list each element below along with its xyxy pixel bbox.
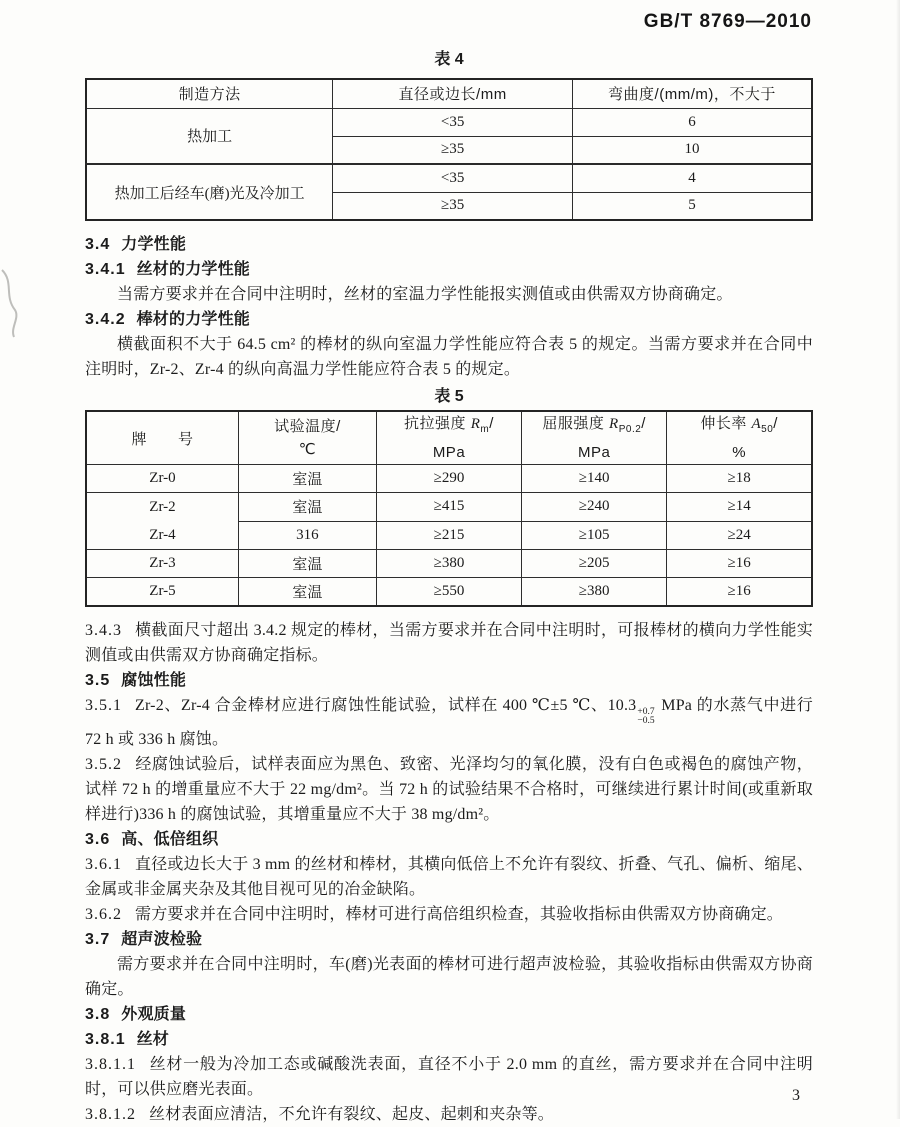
table-cell: 室温 bbox=[238, 493, 376, 522]
header-text: / bbox=[773, 415, 778, 432]
table-cell: ≥35 bbox=[333, 192, 573, 220]
paragraph-3-4-2: 横截面积不大于 64.5 cm² 的棒材的纵向室温力学性能应符合表 5 的规定。当需方要求并在合同中注明时，Zr-2、Zr-4 的纵向高温力学性能应符合表 5 的规定。 bbox=[85, 336, 813, 378]
table-cell: ≥380 bbox=[376, 550, 521, 578]
paragraph-3-7: 需方要求并在合同中注明时，车(磨)光表面的棒材可进行超声波检验，其验收指标由供需双方协商确定。 bbox=[85, 955, 813, 998]
page-content bbox=[85, 0, 813, 1127]
table5-caption: 表 5 bbox=[434, 388, 464, 405]
heading-title: 丝材的力学性能 bbox=[136, 261, 250, 278]
table5-header-grade: 牌 号 bbox=[86, 411, 238, 465]
table-cell: 室温 bbox=[238, 465, 376, 493]
paragraph-text: 横截面尺寸超出 3.4.2 规定的棒材，当需方要求并在合同中注明时，可报棒材的横向力学性能实测值或由供需双方协商确定指标。 bbox=[85, 621, 813, 664]
heading-3-4-1 bbox=[85, 257, 813, 282]
paragraph-3-4-1: 当需方要求并在合同中注明时，丝材的室温力学性能报实测值或由供需双方协商确定。 bbox=[117, 286, 733, 303]
table-cell: ≥105 bbox=[522, 521, 667, 550]
table5-header-row bbox=[86, 411, 812, 465]
table-row bbox=[86, 493, 812, 522]
table-row bbox=[86, 164, 812, 192]
heading-3-4-2 bbox=[85, 307, 813, 332]
header-unit: MPa bbox=[578, 444, 611, 461]
table-4 bbox=[85, 78, 813, 221]
clause-number: 3.8.1 bbox=[85, 1030, 126, 1048]
table-cell: ≥240 bbox=[522, 493, 667, 522]
table-row bbox=[86, 550, 812, 578]
clause-number: 3.4.3 bbox=[85, 621, 122, 639]
grade-line: Zr-4 bbox=[149, 527, 176, 543]
header-unit: % bbox=[732, 444, 747, 461]
paragraph-text: MPa 的水蒸气中进行 72 h 或 336 h 腐蚀。 bbox=[85, 696, 813, 748]
header-text: 屈服强度 bbox=[542, 415, 610, 432]
table-cell: 316 bbox=[238, 521, 376, 550]
heading-title: 棒材的力学性能 bbox=[136, 311, 250, 328]
heading-3-7 bbox=[85, 927, 813, 952]
paragraph-3-8-1-2 bbox=[85, 1102, 813, 1127]
scan-edge-shadow bbox=[896, 0, 900, 1119]
paragraph-text: 经腐蚀试验后，试样表面应为黑色、致密、光泽均匀的氧化膜，没有白色或褐色的腐蚀产物，试样 72 h 的增重量应不大于 22 mg/dm²。当 72 h 的试验结果不合格时，可继续进行累计时间(或重新取样进行)336 h 的腐蚀试验，其增重量应不大于 38 mg/dm²。 bbox=[85, 755, 813, 823]
paragraph-text: 需方要求并在合同中注明时，棒材可进行高倍组织检查，其验收指标由供需双方协商确定。 bbox=[135, 905, 784, 923]
section-3-4-block bbox=[85, 232, 813, 382]
heading-title: 外观质量 bbox=[121, 1005, 187, 1023]
clause-number: 3.8.1.1 bbox=[85, 1055, 136, 1073]
heading-title: 超声波检验 bbox=[121, 930, 203, 948]
heading-3-5 bbox=[85, 668, 813, 693]
table-cell: ≥550 bbox=[376, 578, 521, 606]
table5-header-tensile-strength bbox=[376, 411, 521, 465]
tolerance-lower: −0.5 bbox=[637, 716, 655, 726]
table4-header-bend: 弯曲度/(mm/m)，不大于 bbox=[572, 79, 812, 108]
table-cell: ≥415 bbox=[376, 493, 521, 522]
clause-number: 3.4.2 bbox=[85, 311, 126, 328]
table-5 bbox=[85, 410, 813, 607]
symbol-subscript: P0.2 bbox=[618, 424, 642, 435]
clause-number: 3.8 bbox=[85, 1005, 111, 1023]
table-row bbox=[86, 108, 812, 136]
clause-number: 3.6.1 bbox=[85, 855, 122, 873]
paragraph-3-6-2 bbox=[85, 902, 813, 927]
heading-3-8 bbox=[85, 1002, 813, 1027]
table-cell: ≥205 bbox=[522, 550, 667, 578]
clause-number: 3.5 bbox=[85, 671, 111, 689]
symbol-R: R bbox=[470, 416, 481, 432]
tolerance-upper: +0.7 bbox=[637, 706, 655, 717]
table4-header-method: 制造方法 bbox=[86, 79, 333, 108]
paragraph-text: 丝材表面应清洁，不允许有裂纹、起皮、起刺和夹杂等。 bbox=[149, 1105, 555, 1123]
table-cell: ≥380 bbox=[522, 578, 667, 606]
header-unit: MPa bbox=[432, 444, 466, 461]
table-cell: 室温 bbox=[238, 550, 376, 578]
symbol-A: A bbox=[751, 416, 762, 432]
table-cell: ≥35 bbox=[333, 136, 573, 164]
table-cell: 5 bbox=[572, 192, 812, 220]
table4-header-row bbox=[86, 79, 812, 108]
table-cell: ≥14 bbox=[667, 493, 812, 522]
table-cell: <35 bbox=[333, 108, 573, 136]
table4-method-cell: 热加工后经车(磨)光及冷加工 bbox=[86, 164, 333, 220]
table4-caption: 表 4 bbox=[434, 51, 464, 68]
table5-header-temperature bbox=[238, 411, 376, 465]
clause-number: 3.6 bbox=[85, 830, 111, 848]
standard-code: GB/T 8769—2010 bbox=[643, 11, 812, 32]
header-text: 伸长率 bbox=[700, 415, 752, 432]
header-line: 试验温度/ bbox=[274, 418, 341, 435]
table-cell: ≥16 bbox=[667, 550, 812, 578]
table4-method-cell: 热加工 bbox=[86, 108, 333, 164]
clause-number: 3.8.1.2 bbox=[85, 1105, 136, 1123]
symbol-subscript: m bbox=[480, 424, 490, 435]
header-line bbox=[377, 412, 521, 441]
clause-number: 3.6.2 bbox=[85, 905, 122, 923]
header-unit: ℃ bbox=[298, 441, 317, 458]
table-cell: ≥290 bbox=[376, 465, 521, 493]
heading-title: 高、低倍组织 bbox=[121, 830, 219, 848]
header-text: / bbox=[641, 415, 646, 432]
clause-number: 3.5.2 bbox=[85, 755, 122, 773]
table-cell: <35 bbox=[333, 164, 573, 192]
heading-3-4 bbox=[85, 232, 813, 257]
clause-number: 3.5.1 bbox=[85, 696, 122, 714]
lower-sections-block bbox=[85, 618, 813, 1127]
table-cell: ≥16 bbox=[667, 578, 812, 606]
heading-3-6 bbox=[85, 827, 813, 852]
clause-number: 3.4 bbox=[85, 236, 111, 253]
clause-number: 3.4.1 bbox=[85, 261, 126, 278]
table-cell: 10 bbox=[572, 136, 812, 164]
heading-3-8-1 bbox=[85, 1027, 813, 1052]
grade-cell: Zr-3 bbox=[86, 550, 238, 578]
table4-header-size: 直径或边长/mm bbox=[333, 79, 573, 108]
heading-title: 力学性能 bbox=[121, 236, 187, 253]
page-number: 3 bbox=[792, 1087, 800, 1104]
table-cell: 4 bbox=[572, 164, 812, 192]
header-text: / bbox=[489, 415, 494, 432]
grade-cell: Zr-5 bbox=[86, 578, 238, 606]
table-cell: ≥18 bbox=[667, 465, 812, 493]
grade-line: Zr-2 bbox=[149, 499, 176, 515]
paragraph-3-4-3 bbox=[85, 618, 813, 668]
symbol-subscript: 50 bbox=[761, 424, 774, 435]
table-cell: ≥215 bbox=[376, 521, 521, 550]
clause-number: 3.7 bbox=[85, 930, 111, 948]
paragraph-text: 丝材一般为冷加工态或碱酸洗表面，直径不小于 2.0 mm 的直丝，需方要求并在合同中注明时，可以供应磨光表面。 bbox=[85, 1055, 813, 1098]
table-cell: ≥140 bbox=[522, 465, 667, 493]
table5-header-yield-strength bbox=[522, 411, 667, 465]
paragraph-3-5-1 bbox=[85, 693, 813, 752]
symbol-R: R bbox=[609, 416, 619, 432]
header-line bbox=[522, 412, 666, 441]
paragraph-text: Zr-2、Zr-4 合金棒材应进行腐蚀性能试验，试样在 400 ℃±5 ℃、10.3 bbox=[135, 696, 637, 714]
header-line bbox=[667, 412, 811, 441]
heading-title: 腐蚀性能 bbox=[121, 671, 187, 689]
heading-title: 丝材 bbox=[136, 1030, 169, 1048]
scan-artifact bbox=[0, 266, 30, 340]
paragraph-3-8-1-1 bbox=[85, 1052, 813, 1102]
paragraph-text: 直径或边长大于 3 mm 的丝材和棒材，其横向低倍上不允许有裂纹、折叠、气孔、偏析、缩尾、金属或非金属夹杂及其他目视可见的冶金缺陷。 bbox=[85, 855, 813, 898]
table-cell: 6 bbox=[572, 108, 812, 136]
paragraph-3-5-2 bbox=[85, 752, 813, 827]
table-cell: 室温 bbox=[238, 578, 376, 606]
table-row bbox=[86, 465, 812, 493]
table-row bbox=[86, 578, 812, 606]
table-cell: ≥24 bbox=[667, 521, 812, 550]
table5-header-elongation bbox=[667, 411, 812, 465]
grade-cell: Zr-0 bbox=[86, 465, 238, 493]
paragraph-3-6-1 bbox=[85, 852, 813, 902]
header-text: 抗拉强度 bbox=[404, 415, 471, 432]
grade-cell-merged bbox=[86, 493, 238, 550]
pressure-tolerance-stack bbox=[637, 708, 654, 727]
